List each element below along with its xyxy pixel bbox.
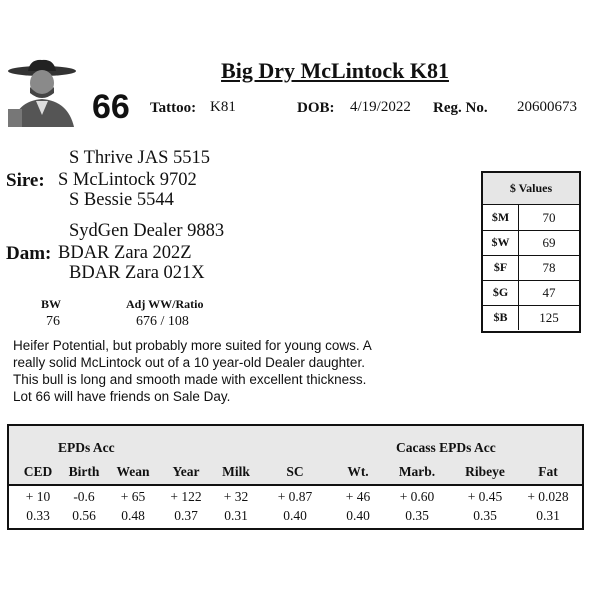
dollar-value-row	[483, 255, 579, 281]
epd-col-header: Marb.	[398, 464, 436, 479]
epd-group-label: EPDs Acc	[58, 440, 115, 455]
epd-value: + 10	[25, 489, 51, 504]
epd-accuracy: 0.56	[72, 508, 96, 523]
ww-label: Adj WW/Ratio	[126, 297, 204, 311]
sire-dam: S Bessie 5544	[69, 190, 174, 210]
ww-value: 676 / 108	[136, 314, 189, 329]
dollar-value: 125	[539, 310, 559, 325]
dollar-value: 78	[542, 260, 556, 275]
epd-accuracy: 0.40	[283, 508, 307, 523]
epd-col-header: Birth	[68, 464, 100, 479]
bw-value: 76	[46, 314, 60, 329]
epd-table	[7, 424, 584, 530]
dob-label: DOB:	[297, 100, 335, 116]
epd-col-header: Wean	[116, 464, 150, 479]
bw-label: BW	[41, 297, 62, 311]
tattoo-value: K81	[210, 99, 236, 115]
dollar-value-label: $B	[483, 305, 519, 330]
epd-col-header: Wt.	[347, 464, 369, 479]
dollar-values-table	[481, 171, 581, 333]
dollar-value-label: $M	[483, 205, 519, 230]
dollar-value-label: $F	[483, 255, 519, 280]
dam-sire: SydGen Dealer 9883	[69, 221, 225, 241]
epd-value: -0.6	[73, 489, 95, 504]
sire-name: S McLintock 9702	[58, 170, 197, 190]
sire-label: Sire:	[6, 170, 45, 191]
epd-accuracy: 0.31	[224, 508, 248, 523]
page-title: Big Dry McLintock K81	[221, 58, 449, 83]
carcass-epd-group-label: Cacass EPDs Acc	[396, 440, 496, 455]
tattoo-label: Tattoo:	[150, 100, 197, 116]
reg-value: 20600673	[517, 99, 577, 115]
epd-value: + 122	[170, 489, 202, 504]
dob-value: 4/19/2022	[350, 99, 411, 115]
epd-col-header: SC	[286, 464, 304, 479]
epd-accuracy: 0.35	[405, 508, 429, 523]
lot-notes: Heifer Potential, but probably more suited for young cows. A really solid McLintock out of a 10 year-old Dealer daughter. This bull is long and smooth made with excellent thickness. Lot 66 will have friends on Sale Day.	[13, 338, 371, 404]
epd-col-header: Ribeye	[465, 464, 505, 479]
epd-col-header: CED	[23, 464, 53, 479]
dam-dam: BDAR Zara 021X	[69, 263, 205, 283]
epd-value: + 32	[223, 489, 249, 504]
epd-col-header: Year	[172, 464, 200, 479]
epd-value: + 0.028	[527, 489, 569, 504]
epd-accuracy: 0.31	[536, 508, 560, 523]
dollar-value-row	[483, 305, 579, 330]
epd-accuracy: 0.35	[473, 508, 497, 523]
epd-col-header: Fat	[538, 464, 558, 479]
dollar-value: 47	[542, 285, 556, 300]
dollar-value-row	[483, 230, 579, 256]
dollar-value-row	[483, 280, 579, 306]
dollar-value-row	[483, 205, 579, 231]
dam-label: Dam:	[6, 243, 52, 264]
epd-value: + 0.45	[467, 489, 503, 504]
epd-accuracy: 0.33	[26, 508, 50, 523]
reg-label: Reg. No.	[433, 100, 488, 116]
dollar-values-title: $ Values	[483, 173, 579, 205]
epd-value: + 0.87	[277, 489, 313, 504]
dollar-value: 70	[542, 210, 556, 225]
dam-name: BDAR Zara 202Z	[58, 243, 192, 263]
epd-accuracy: 0.40	[346, 508, 370, 523]
epd-value: + 46	[345, 489, 371, 504]
sire-sire: S Thrive JAS 5515	[69, 148, 210, 168]
epd-accuracy: 0.48	[121, 508, 145, 523]
epd-value: + 0.60	[399, 489, 435, 504]
epd-col-header: Milk	[222, 464, 250, 479]
dollar-value-label: $W	[483, 230, 519, 255]
epd-accuracy: 0.37	[174, 508, 198, 523]
lot-number: 66	[92, 88, 130, 126]
dollar-value: 69	[542, 235, 556, 250]
epd-value: + 65	[120, 489, 146, 504]
dollar-value-label: $G	[483, 280, 519, 305]
